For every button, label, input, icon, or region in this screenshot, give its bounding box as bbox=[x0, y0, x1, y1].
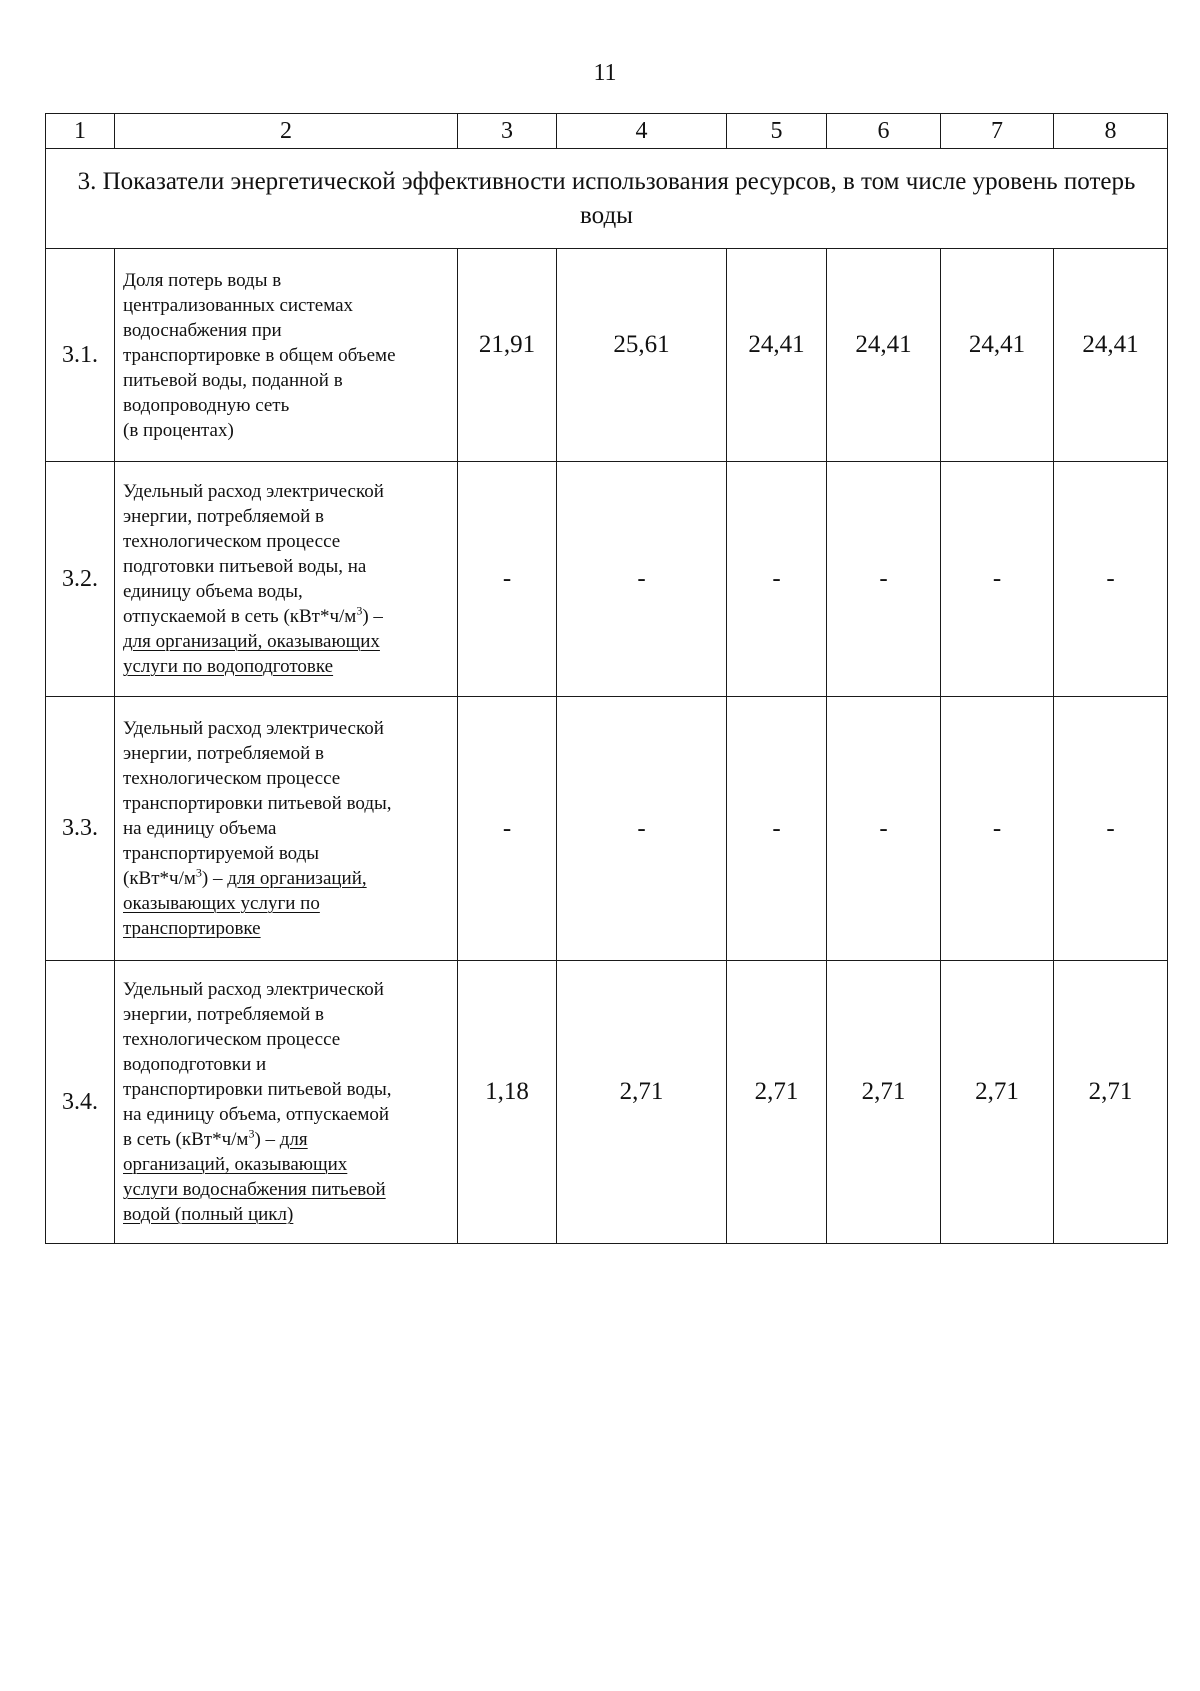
value: - bbox=[1106, 814, 1115, 842]
value: - bbox=[637, 565, 646, 592]
table-row bbox=[46, 961, 1168, 1244]
value-cell bbox=[941, 697, 1054, 961]
row-number: 3.3. bbox=[46, 697, 115, 961]
value: 2,71 bbox=[861, 1078, 906, 1105]
column-number-row bbox=[46, 114, 1168, 149]
value-cell bbox=[941, 462, 1054, 697]
value: 24,41 bbox=[1082, 331, 1139, 358]
description-text: отпускаемой в сеть (кВт*ч/м bbox=[123, 606, 357, 627]
description-line: подготовки питьевой воды, на bbox=[123, 556, 367, 577]
description-line bbox=[123, 866, 451, 891]
description-text: (кВт*ч/м bbox=[123, 868, 196, 889]
page-number: 11 bbox=[593, 60, 617, 86]
description-text-underlined: для bbox=[279, 1129, 308, 1150]
description-line-underlined: транспортировке bbox=[123, 918, 261, 939]
description-line: технологическом процессе bbox=[123, 1029, 341, 1050]
description-line: Доля потерь воды в bbox=[123, 269, 282, 291]
row-number: 3.1. bbox=[46, 249, 115, 462]
description-line: энергии, потребляемой в bbox=[123, 743, 325, 764]
value-cell bbox=[458, 961, 557, 1244]
superscript: 3 bbox=[195, 865, 202, 880]
value: 2,71 bbox=[619, 1078, 664, 1105]
value: 2,71 bbox=[1088, 1078, 1133, 1105]
row-description bbox=[115, 462, 458, 697]
value-cell bbox=[1054, 249, 1168, 462]
column-header: 5 bbox=[727, 114, 827, 149]
value-cell bbox=[827, 697, 941, 961]
column-header: 8 bbox=[1054, 114, 1168, 149]
description-line-underlined: организаций, оказывающих bbox=[123, 1154, 348, 1175]
value: - bbox=[879, 814, 888, 842]
description-line: централизованных системах bbox=[123, 294, 354, 316]
table-row bbox=[46, 697, 1168, 961]
description-line-underlined: оказывающих услуги по bbox=[123, 893, 320, 914]
column-header: 1 bbox=[46, 114, 115, 149]
description-line: транспортируемой воды bbox=[123, 843, 320, 864]
value-cell bbox=[557, 249, 727, 462]
description-line: Удельный расход электрической bbox=[123, 481, 384, 502]
value-cell bbox=[458, 249, 557, 462]
description-line-underlined: услуги по водоподготовке bbox=[123, 656, 334, 677]
value: - bbox=[502, 814, 512, 842]
value-cell bbox=[458, 697, 557, 961]
description-text: ) – bbox=[201, 868, 228, 889]
column-header: 3 bbox=[458, 114, 557, 149]
value-cell bbox=[458, 462, 557, 697]
description-line: транспортировки питьевой воды, bbox=[123, 793, 392, 814]
description-line: энергии, потребляемой в bbox=[123, 506, 325, 527]
column-header: 6 bbox=[827, 114, 941, 149]
description-line-underlined: водой (полный цикл) bbox=[123, 1204, 294, 1225]
description-line: водоснабжения при bbox=[123, 319, 282, 341]
description-line bbox=[123, 604, 451, 629]
value-cell bbox=[941, 249, 1054, 462]
row-number: 3.4. bbox=[46, 961, 115, 1244]
value-cell bbox=[1054, 462, 1168, 697]
description-line: технологическом процессе bbox=[123, 768, 341, 789]
description-line: технологическом процессе bbox=[123, 531, 341, 552]
description-line: водопроводную сеть bbox=[123, 394, 290, 416]
value: 1,18 bbox=[485, 1078, 529, 1105]
description-line: на единицу объема, отпускаемой bbox=[123, 1104, 390, 1125]
value: - bbox=[637, 814, 646, 842]
description-text: ) – bbox=[254, 1129, 280, 1150]
column-header: 7 bbox=[941, 114, 1054, 149]
value: - bbox=[1106, 565, 1115, 592]
value: 24,41 bbox=[748, 331, 805, 358]
description-line: Удельный расход электрической bbox=[123, 718, 384, 739]
description-line: (в процентах) bbox=[123, 419, 234, 441]
table-row bbox=[46, 249, 1168, 462]
value: - bbox=[992, 814, 1002, 842]
value-cell bbox=[727, 249, 827, 462]
description-text: в сеть (кВт*ч/м bbox=[123, 1129, 249, 1150]
description-line: единицу объема воды, bbox=[123, 581, 303, 602]
table-row bbox=[46, 462, 1168, 697]
value-cell bbox=[827, 961, 941, 1244]
column-header: 2 bbox=[115, 114, 458, 149]
section-title: 3. Показатели энергетической эффективности использования ресурсов, в том числе уровень потерь воды bbox=[46, 149, 1168, 249]
row-description bbox=[115, 961, 458, 1244]
description-line: питьевой воды, поданной в bbox=[123, 369, 343, 391]
value: 2,71 bbox=[754, 1078, 799, 1105]
description-line: водоподготовки и bbox=[123, 1054, 267, 1075]
value-cell bbox=[727, 462, 827, 697]
row-number: 3.2. bbox=[46, 462, 115, 697]
row-description bbox=[115, 697, 458, 961]
section-title-row bbox=[46, 149, 1168, 249]
value: - bbox=[772, 565, 781, 592]
superscript: 3 bbox=[356, 603, 363, 618]
description-line: Удельный расход электрической bbox=[123, 979, 384, 1000]
column-header: 4 bbox=[557, 114, 727, 149]
value-cell bbox=[827, 462, 941, 697]
description-line: транспортировки питьевой воды, bbox=[123, 1079, 392, 1100]
value-cell bbox=[557, 697, 727, 961]
value-cell bbox=[941, 961, 1054, 1244]
description-text: ) – bbox=[362, 606, 383, 627]
value-cell bbox=[1054, 697, 1168, 961]
value: - bbox=[992, 565, 1002, 592]
superscript: 3 bbox=[248, 1126, 255, 1141]
description-line-underlined: для организаций, оказывающих bbox=[123, 631, 380, 652]
value-cell bbox=[727, 697, 827, 961]
value-cell bbox=[557, 462, 727, 697]
indicators-table bbox=[45, 113, 1168, 1244]
value: 24,41 bbox=[968, 331, 1026, 358]
value: 25,61 bbox=[613, 331, 670, 358]
description-line bbox=[123, 1127, 451, 1152]
description-line: на единицу объема bbox=[123, 818, 277, 839]
value: 2,71 bbox=[975, 1078, 1019, 1105]
description-line: энергии, потребляемой в bbox=[123, 1004, 325, 1025]
value: - bbox=[879, 565, 888, 592]
value: - bbox=[772, 814, 781, 842]
value-cell bbox=[827, 249, 941, 462]
value: 21,91 bbox=[478, 331, 536, 358]
value-cell bbox=[1054, 961, 1168, 1244]
value-cell bbox=[557, 961, 727, 1244]
value: 24,41 bbox=[855, 331, 912, 358]
row-description bbox=[115, 249, 458, 462]
description-line-underlined: услуги водоснабжения питьевой bbox=[123, 1179, 386, 1200]
value: - bbox=[502, 565, 512, 592]
description-text-underlined: для организаций, bbox=[227, 868, 367, 889]
description-line: транспортировке в общем объеме bbox=[123, 344, 396, 366]
value-cell bbox=[727, 961, 827, 1244]
